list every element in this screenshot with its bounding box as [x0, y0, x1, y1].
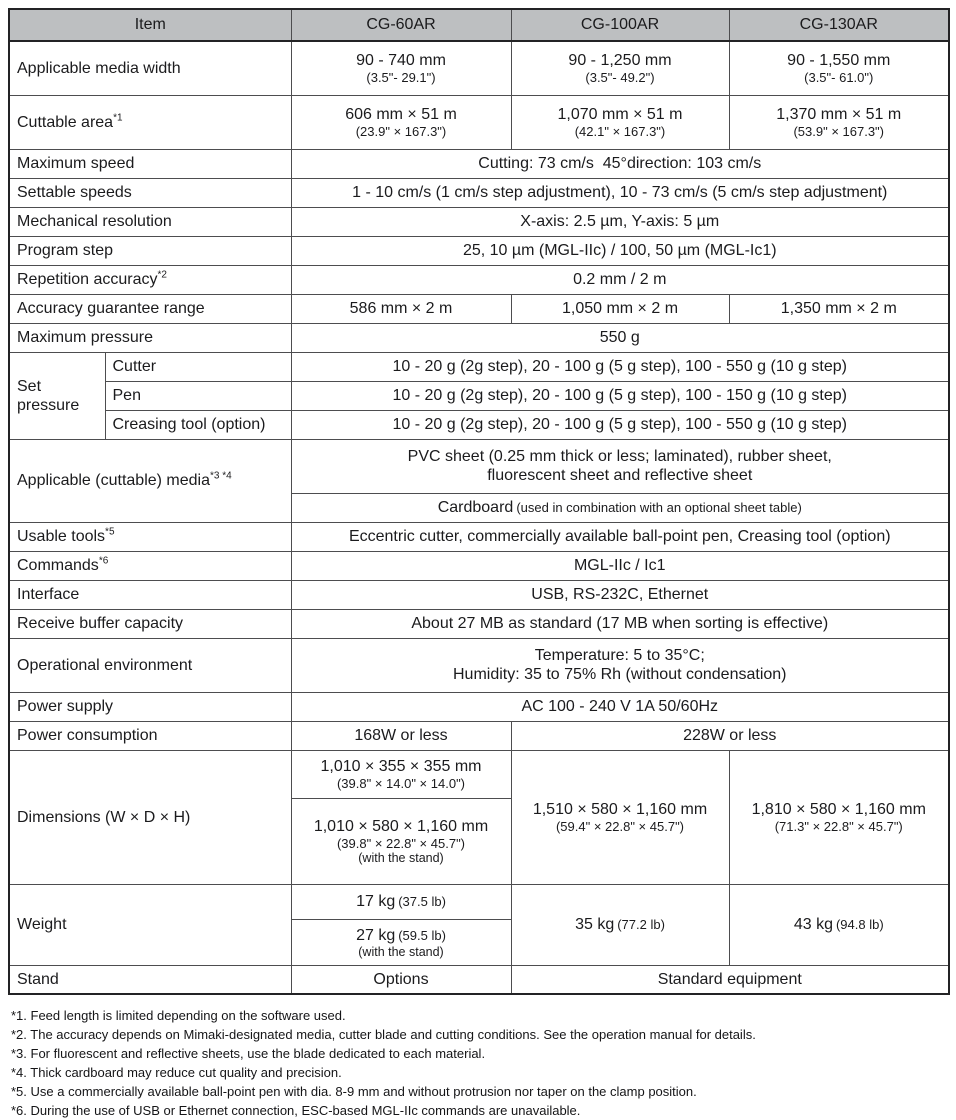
cell-weight-cg130	[729, 884, 949, 965]
cell-maximum-pressure: 550 g	[291, 323, 949, 352]
value-main: 90 - 1,250 mm	[568, 52, 672, 70]
cell-media-width-cg100	[511, 41, 729, 95]
label-set-pressure-cutter: Cutter	[105, 352, 291, 381]
row-applicable-media-width	[9, 41, 949, 95]
row-maximum-pressure	[9, 323, 949, 352]
footnote-1: *1. Feed length is limited depending on the software used.	[11, 1008, 346, 1023]
cell-applicable-media-cardboard	[291, 493, 949, 522]
label-maximum-pressure: Maximum pressure	[9, 323, 291, 352]
footnote-mark: *2	[157, 269, 167, 281]
label-cuttable-area	[9, 95, 291, 149]
value-main: 1,010 × 355 × 355 mm	[320, 758, 482, 775]
value-main: 43 kg	[793, 916, 833, 933]
cell-repetition-accuracy: 0.2 mm / 2 m	[291, 265, 949, 294]
row-set-pressure-creasing-tool	[9, 410, 949, 439]
row-mechanical-resolution	[9, 207, 949, 236]
cell-power-consumption-cg60: 168W or less	[291, 721, 511, 750]
row-cuttable-area	[9, 95, 949, 149]
value-sub: (77.2 lb)	[617, 917, 665, 932]
footnotes	[8, 995, 948, 1120]
footnote-5: *5. Use a commercially available ball-point pen with dia. 8-9 mm and without protrusion nor taper on the clamp position.	[11, 1084, 697, 1099]
label-text: Applicable (cuttable) media	[17, 472, 210, 489]
value-main: 27 kg	[356, 926, 396, 944]
cell-commands: MGL-IIc / Ic1	[291, 551, 949, 580]
value-sub: (71.3" × 22.8" × 45.7")	[774, 819, 903, 834]
cell-power-consumption-cg100-cg130: 228W or less	[511, 721, 949, 750]
cell-accuracy-range-cg60: 586 mm × 2 m	[291, 294, 511, 323]
label-stand: Stand	[9, 965, 291, 994]
header-row	[9, 9, 949, 41]
cell-dimensions-cg60-without-stand	[291, 750, 511, 798]
value-sub: (23.9" × 167.3")	[355, 124, 447, 139]
footnote-2: *2. The accuracy depends on Mimaki-designated media, cutter blade and cutting conditions. See the operation manual for details.	[11, 1027, 756, 1042]
row-operational-environment	[9, 638, 949, 692]
cell-usable-tools: Eccentric cutter, commercially available ball-point pen, Creasing tool (option)	[291, 522, 949, 551]
cell-cuttable-area-cg100	[511, 95, 729, 149]
value-sub: (39.8" × 14.0" × 14.0")	[336, 776, 466, 791]
row-commands	[9, 551, 949, 580]
value-sub: (42.1" × 167.3")	[574, 124, 666, 139]
value-note: (with the stand)	[358, 851, 444, 865]
value-main: 606 mm × 51 m	[345, 106, 457, 123]
label-text: Repetition accuracy	[17, 271, 158, 288]
value-main: 90 - 740 mm	[356, 52, 446, 70]
cell-cuttable-area-cg60	[291, 95, 511, 149]
value-main: 90 - 1,550 mm	[787, 52, 891, 70]
label-text: Cuttable area	[17, 113, 114, 131]
cell-set-pressure-cutter: 10 - 20 g (2g step), 20 - 100 g (5 g step), 100 - 550 g (10 g step)	[291, 352, 949, 381]
value-main: 1,010 × 580 × 1,160 mm	[313, 818, 489, 835]
label-usable-tools	[9, 522, 291, 551]
row-repetition-accuracy	[9, 265, 949, 294]
cell-dimensions-cg130	[729, 750, 949, 884]
value-sub: (3.5"- 29.1")	[366, 70, 436, 86]
label-repetition-accuracy	[9, 265, 291, 294]
cell-cuttable-area-cg130	[729, 95, 949, 149]
label-weight: Weight	[9, 884, 291, 965]
value-main: 1,070 mm × 51 m	[557, 106, 683, 123]
cell-set-pressure-creasing-tool: 10 - 20 g (2g step), 20 - 100 g (5 g step), 100 - 550 g (10 g step)	[291, 410, 949, 439]
label-set-pressure: Set pressure	[9, 352, 105, 439]
row-settable-speeds	[9, 178, 949, 207]
cell-weight-cg60-with-stand	[291, 919, 511, 965]
cell-media-width-cg130	[729, 41, 949, 95]
header-model-cg60ar: CG-60AR	[291, 9, 511, 41]
label-power-consumption: Power consumption	[9, 721, 291, 750]
label-set-pressure-creasing-tool: Creasing tool (option)	[105, 410, 291, 439]
label-power-supply: Power supply	[9, 692, 291, 721]
cell-dimensions-cg100	[511, 750, 729, 884]
cell-media-width-cg60	[291, 41, 511, 95]
footnote-mark: *1	[113, 112, 123, 124]
row-dimensions-1	[9, 750, 949, 798]
row-interface	[9, 580, 949, 609]
value-main: 1,810 × 580 × 1,160 mm	[751, 801, 926, 818]
footnote-mark: *5	[105, 526, 115, 538]
value-sub: (3.5"- 61.0")	[804, 70, 874, 86]
label-maximum-speed: Maximum speed	[9, 149, 291, 178]
row-receive-buffer-capacity	[9, 609, 949, 638]
cell-weight-cg100	[511, 884, 729, 965]
value-main: 1,370 mm × 51 m	[776, 106, 902, 123]
cell-weight-cg60-without-stand	[291, 884, 511, 919]
label-text: Commands	[17, 557, 99, 574]
value-main: Cardboard	[437, 499, 514, 516]
value-sub: (3.5"- 49.2")	[585, 70, 655, 86]
value-sub: (59.4" × 22.8" × 45.7")	[555, 819, 685, 834]
value-line2: Humidity: 35 to 75% Rh (without condensation)	[452, 666, 787, 683]
label-interface: Interface	[9, 580, 291, 609]
value-line	[296, 926, 507, 945]
row-power-consumption	[9, 721, 949, 750]
cell-power-supply: AC 100 - 240 V 1A 50/60Hz	[291, 692, 949, 721]
header-item: Item	[9, 9, 291, 41]
cell-accuracy-range-cg100: 1,050 mm × 2 m	[511, 294, 729, 323]
row-set-pressure-cutter	[9, 352, 949, 381]
value-sub: (53.9" × 167.3")	[793, 124, 885, 139]
label-mechanical-resolution: Mechanical resolution	[9, 207, 291, 236]
label-commands	[9, 551, 291, 580]
cell-mechanical-resolution: X-axis: 2.5 µm, Y-axis: 5 µm	[291, 207, 949, 236]
cell-settable-speeds: 1 - 10 cm/s (1 cm/s step adjustment), 10 - 73 cm/s (5 cm/s step adjustment)	[291, 178, 949, 207]
cell-dimensions-cg60-with-stand	[291, 798, 511, 884]
cell-program-step: 25, 10 µm (MGL-IIc) / 100, 50 µm (MGL-Ic1)	[291, 236, 949, 265]
cell-stand-cg100-cg130: Standard equipment	[511, 965, 949, 994]
header-model-cg100ar: CG-100AR	[511, 9, 729, 41]
value-main: 17 kg	[356, 893, 396, 910]
label-receive-buffer-capacity: Receive buffer capacity	[9, 609, 291, 638]
footnote-mark: *6	[98, 555, 109, 567]
row-stand	[9, 965, 949, 994]
row-program-step	[9, 236, 949, 265]
row-power-supply	[9, 692, 949, 721]
row-applicable-media-1	[9, 439, 949, 493]
footnote-mark: *3 *4	[210, 470, 232, 482]
row-set-pressure-pen	[9, 381, 949, 410]
label-text: Usable tools	[17, 528, 106, 545]
value-sub: (used in combination with an optional sheet table)	[516, 500, 802, 515]
row-weight-1	[9, 884, 949, 919]
label-settable-speeds: Settable speeds	[9, 178, 291, 207]
label-accuracy-guarantee-range: Accuracy guarantee range	[9, 294, 291, 323]
cell-receive-buffer-capacity: About 27 MB as standard (17 MB when sorting is effective)	[291, 609, 949, 638]
value-main: 35 kg	[575, 916, 615, 933]
cell-interface: USB, RS-232C, Ethernet	[291, 580, 949, 609]
footnote-6: *6. During the use of USB or Ethernet connection, ESC-based MGL-IIc commands are unavailable.	[11, 1103, 581, 1118]
cell-accuracy-range-cg130: 1,350 mm × 2 m	[729, 294, 949, 323]
row-usable-tools	[9, 522, 949, 551]
cell-set-pressure-pen: 10 - 20 g (2g step), 20 - 100 g (5 g step), 100 - 150 g (10 g step)	[291, 381, 949, 410]
label-set-pressure-pen: Pen	[105, 381, 291, 410]
value-main: 1,510 × 580 × 1,160 mm	[532, 801, 708, 818]
value-line1: PVC sheet (0.25 mm thick or less; laminated), rubber sheet,	[407, 448, 832, 465]
value-sub: (39.8" × 22.8" × 45.7")	[336, 836, 466, 851]
value-sub: (59.5 lb)	[398, 927, 446, 943]
footnote-3: *3. For fluorescent and reflective sheets, use the blade dedicated to each material.	[11, 1046, 486, 1061]
value-note: (with the stand)	[358, 944, 444, 959]
label-applicable-media-width: Applicable media width	[9, 41, 291, 95]
cell-stand-cg60: Options	[291, 965, 511, 994]
footnote-4: *4. Thick cardboard may reduce cut quality and precision.	[11, 1065, 342, 1080]
value-sub: (94.8 lb)	[835, 917, 884, 932]
value-sub: (37.5 lb)	[398, 894, 446, 909]
label-applicable-cuttable-media	[9, 439, 291, 522]
value-line1: Temperature: 5 to 35°C;	[534, 647, 705, 664]
label-operational-environment: Operational environment	[9, 638, 291, 692]
cell-operational-environment	[291, 638, 949, 692]
header-model-cg130ar: CG-130AR	[729, 9, 949, 41]
label-dimensions: Dimensions (W × D × H)	[9, 750, 291, 884]
row-accuracy-guarantee-range	[9, 294, 949, 323]
label-program-step: Program step	[9, 236, 291, 265]
cell-maximum-speed: Cutting: 73 cm/s 45°direction: 103 cm/s	[291, 149, 949, 178]
cell-applicable-media-sheets	[291, 439, 949, 493]
spec-table	[8, 8, 950, 995]
row-maximum-speed	[9, 149, 949, 178]
value-line2: fluorescent sheet and reflective sheet	[487, 467, 753, 484]
